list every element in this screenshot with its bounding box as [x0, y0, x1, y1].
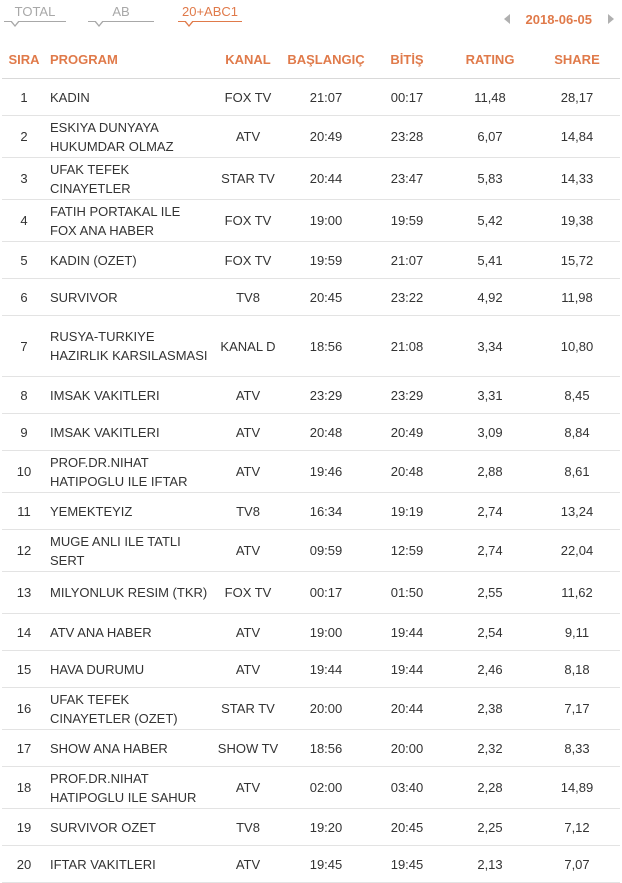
header-rating[interactable]: RATING — [446, 40, 534, 79]
rating-cell: 2,55 — [446, 572, 534, 614]
channel-cell: ATV — [212, 116, 284, 158]
rating-cell: 2,32 — [446, 730, 534, 767]
table-row[interactable] — [2, 200, 620, 242]
next-date-arrow-icon[interactable] — [608, 14, 614, 24]
table-row[interactable] — [2, 493, 620, 530]
rank-cell: 5 — [2, 242, 46, 279]
tab-notch-icon — [10, 21, 20, 27]
rating-cell: 3,31 — [446, 377, 534, 414]
start-time-cell: 20:49 — [284, 116, 368, 158]
header-program[interactable]: PROGRAM — [46, 40, 212, 79]
end-time-cell: 20:48 — [368, 451, 446, 493]
program-cell: UFAK TEFEK CINAYETLER — [46, 158, 212, 200]
channel-cell: ATV — [212, 451, 284, 493]
channel-cell: TV8 — [212, 809, 284, 846]
start-time-cell: 23:29 — [284, 377, 368, 414]
start-time-cell: 18:56 — [284, 316, 368, 377]
share-cell: 11,62 — [534, 572, 620, 614]
tab-ab[interactable] — [88, 5, 154, 27]
rank-cell: 11 — [2, 493, 46, 530]
share-cell: 8,84 — [534, 414, 620, 451]
channel-cell: ATV — [212, 614, 284, 651]
share-cell: 7,12 — [534, 809, 620, 846]
rank-cell: 16 — [2, 688, 46, 730]
rank-cell: 15 — [2, 651, 46, 688]
program-cell: MILYONLUK RESIM (TKR) — [46, 572, 212, 614]
start-time-cell: 19:44 — [284, 651, 368, 688]
channel-cell: ATV — [212, 377, 284, 414]
table-row[interactable] — [2, 688, 620, 730]
header-kanal[interactable]: KANAL — [212, 40, 284, 79]
start-time-cell: 20:44 — [284, 158, 368, 200]
start-time-cell: 19:20 — [284, 809, 368, 846]
share-cell: 8,18 — [534, 651, 620, 688]
table-row[interactable] — [2, 530, 620, 572]
program-cell: UFAK TEFEK CINAYETLER (OZET) — [46, 688, 212, 730]
tab-ab-label: AB — [112, 4, 130, 19]
share-cell: 14,84 — [534, 116, 620, 158]
rating-cell: 2,46 — [446, 651, 534, 688]
start-time-cell: 19:00 — [284, 200, 368, 242]
rank-cell: 13 — [2, 572, 46, 614]
end-time-cell: 19:19 — [368, 493, 446, 530]
end-time-cell: 19:59 — [368, 200, 446, 242]
program-cell: RUSYA-TURKIYE HAZIRLIK KARSILASMASI — [46, 316, 212, 377]
share-cell: 22,04 — [534, 530, 620, 572]
share-cell: 14,33 — [534, 158, 620, 200]
tab-total[interactable] — [4, 5, 66, 27]
program-cell: IMSAK VAKITLERI — [46, 377, 212, 414]
tab-20-abc1-label: 20+ABC1 — [181, 4, 238, 19]
tab-20-abc1[interactable] — [178, 5, 242, 27]
program-cell: YEMEKTEYIZ — [46, 493, 212, 530]
channel-cell: FOX TV — [212, 200, 284, 242]
end-time-cell: 20:44 — [368, 688, 446, 730]
rank-cell: 8 — [2, 377, 46, 414]
rank-cell: 4 — [2, 200, 46, 242]
table-row[interactable] — [2, 572, 620, 614]
start-time-cell: 16:34 — [284, 493, 368, 530]
rating-cell: 3,09 — [446, 414, 534, 451]
rating-cell: 5,83 — [446, 158, 534, 200]
program-cell: ATV ANA HABER — [46, 614, 212, 651]
table-header-row — [2, 40, 620, 79]
rank-cell: 1 — [2, 79, 46, 116]
share-cell: 7,17 — [534, 688, 620, 730]
program-cell: KADIN — [46, 79, 212, 116]
program-cell: FATIH PORTAKAL ILE FOX ANA HABER — [46, 200, 212, 242]
table-row[interactable] — [2, 451, 620, 493]
ratings-table — [2, 40, 620, 883]
rank-cell: 14 — [2, 614, 46, 651]
table-row[interactable] — [2, 316, 620, 377]
header-bitis[interactable]: BİTİŞ — [368, 40, 446, 79]
start-time-cell: 20:48 — [284, 414, 368, 451]
previous-date-arrow-icon[interactable] — [504, 14, 510, 24]
end-time-cell: 20:45 — [368, 809, 446, 846]
channel-cell: ATV — [212, 530, 284, 572]
table-row[interactable] — [2, 242, 620, 279]
header-sira[interactable]: SIRA — [2, 40, 46, 79]
end-time-cell: 12:59 — [368, 530, 446, 572]
channel-cell: ATV — [212, 767, 284, 809]
end-time-cell: 21:07 — [368, 242, 446, 279]
share-cell: 10,80 — [534, 316, 620, 377]
program-cell: KADIN (OZET) — [46, 242, 212, 279]
rating-cell: 2,74 — [446, 530, 534, 572]
start-time-cell: 20:45 — [284, 279, 368, 316]
table-row[interactable] — [2, 377, 620, 414]
program-cell: SURVIVOR OZET — [46, 809, 212, 846]
rating-cell: 11,48 — [446, 79, 534, 116]
table-row[interactable] — [2, 116, 620, 158]
program-cell: SURVIVOR — [46, 279, 212, 316]
rank-cell: 10 — [2, 451, 46, 493]
table-row[interactable] — [2, 846, 620, 883]
start-time-cell: 19:59 — [284, 242, 368, 279]
end-time-cell: 21:08 — [368, 316, 446, 377]
end-time-cell: 20:00 — [368, 730, 446, 767]
tab-notch-icon — [184, 21, 194, 27]
rating-cell: 2,28 — [446, 767, 534, 809]
program-cell: PROF.DR.NIHAT HATIPOGLU ILE IFTAR — [46, 451, 212, 493]
channel-cell: TV8 — [212, 493, 284, 530]
share-cell: 28,17 — [534, 79, 620, 116]
program-cell: MUGE ANLI ILE TATLI SERT — [46, 530, 212, 572]
rank-cell: 2 — [2, 116, 46, 158]
share-cell: 15,72 — [534, 242, 620, 279]
end-time-cell: 23:47 — [368, 158, 446, 200]
rating-cell: 3,34 — [446, 316, 534, 377]
end-time-cell: 19:44 — [368, 614, 446, 651]
channel-cell: KANAL D — [212, 316, 284, 377]
rank-cell: 3 — [2, 158, 46, 200]
end-time-cell: 23:28 — [368, 116, 446, 158]
start-time-cell: 19:45 — [284, 846, 368, 883]
start-time-cell: 00:17 — [284, 572, 368, 614]
rank-cell: 12 — [2, 530, 46, 572]
share-cell: 13,24 — [534, 493, 620, 530]
rating-cell: 2,38 — [446, 688, 534, 730]
top-bar — [0, 0, 622, 40]
share-cell: 8,33 — [534, 730, 620, 767]
rating-cell: 2,54 — [446, 614, 534, 651]
channel-cell: FOX TV — [212, 79, 284, 116]
start-time-cell: 19:00 — [284, 614, 368, 651]
share-cell: 7,07 — [534, 846, 620, 883]
table-row[interactable] — [2, 767, 620, 809]
share-cell: 8,61 — [534, 451, 620, 493]
share-cell: 14,89 — [534, 767, 620, 809]
program-cell: SHOW ANA HABER — [46, 730, 212, 767]
current-date: 2018-06-05 — [525, 11, 592, 27]
program-cell: IMSAK VAKITLERI — [46, 414, 212, 451]
rating-cell: 2,88 — [446, 451, 534, 493]
date-navigator — [504, 10, 615, 28]
rating-cell: 2,74 — [446, 493, 534, 530]
table-row[interactable] — [2, 158, 620, 200]
rank-cell: 6 — [2, 279, 46, 316]
start-time-cell: 18:56 — [284, 730, 368, 767]
end-time-cell: 23:29 — [368, 377, 446, 414]
end-time-cell: 19:45 — [368, 846, 446, 883]
rank-cell: 18 — [2, 767, 46, 809]
channel-cell: ATV — [212, 651, 284, 688]
start-time-cell: 09:59 — [284, 530, 368, 572]
channel-cell: SHOW TV — [212, 730, 284, 767]
tab-notch-icon — [94, 21, 104, 27]
share-cell: 8,45 — [534, 377, 620, 414]
end-time-cell: 03:40 — [368, 767, 446, 809]
end-time-cell: 00:17 — [368, 79, 446, 116]
rating-cell: 2,25 — [446, 809, 534, 846]
rating-cell: 6,07 — [446, 116, 534, 158]
table-row[interactable] — [2, 651, 620, 688]
rating-cell: 5,42 — [446, 200, 534, 242]
rank-cell: 7 — [2, 316, 46, 377]
rank-cell: 17 — [2, 730, 46, 767]
channel-cell: TV8 — [212, 279, 284, 316]
end-time-cell: 20:49 — [368, 414, 446, 451]
program-cell: HAVA DURUMU — [46, 651, 212, 688]
rank-cell: 19 — [2, 809, 46, 846]
start-time-cell: 20:00 — [284, 688, 368, 730]
program-cell: PROF.DR.NIHAT HATIPOGLU ILE SAHUR — [46, 767, 212, 809]
rank-cell: 20 — [2, 846, 46, 883]
tab-total-label: TOTAL — [14, 4, 56, 19]
table-row[interactable] — [2, 79, 620, 116]
share-cell: 19,38 — [534, 200, 620, 242]
table-row[interactable] — [2, 279, 620, 316]
start-time-cell: 02:00 — [284, 767, 368, 809]
rating-cell: 5,41 — [446, 242, 534, 279]
rank-cell: 9 — [2, 414, 46, 451]
table-row[interactable] — [2, 614, 620, 651]
table-row[interactable] — [2, 730, 620, 767]
channel-cell: FOX TV — [212, 572, 284, 614]
share-cell: 11,98 — [534, 279, 620, 316]
channel-cell: FOX TV — [212, 242, 284, 279]
rating-cell: 2,13 — [446, 846, 534, 883]
start-time-cell: 21:07 — [284, 79, 368, 116]
end-time-cell: 01:50 — [368, 572, 446, 614]
table-row[interactable] — [2, 414, 620, 451]
channel-cell: ATV — [212, 414, 284, 451]
channel-cell: STAR TV — [212, 688, 284, 730]
end-time-cell: 19:44 — [368, 651, 446, 688]
table-row[interactable] — [2, 809, 620, 846]
channel-cell: ATV — [212, 846, 284, 883]
end-time-cell: 23:22 — [368, 279, 446, 316]
start-time-cell: 19:46 — [284, 451, 368, 493]
rating-cell: 4,92 — [446, 279, 534, 316]
header-share[interactable]: SHARE — [534, 40, 620, 79]
program-cell: ESKIYA DUNYAYA HUKUMDAR OLMAZ — [46, 116, 212, 158]
channel-cell: STAR TV — [212, 158, 284, 200]
share-cell: 9,11 — [534, 614, 620, 651]
program-cell: IFTAR VAKITLERI — [46, 846, 212, 883]
header-baslangic[interactable]: BAŞLANGIÇ — [284, 40, 368, 79]
